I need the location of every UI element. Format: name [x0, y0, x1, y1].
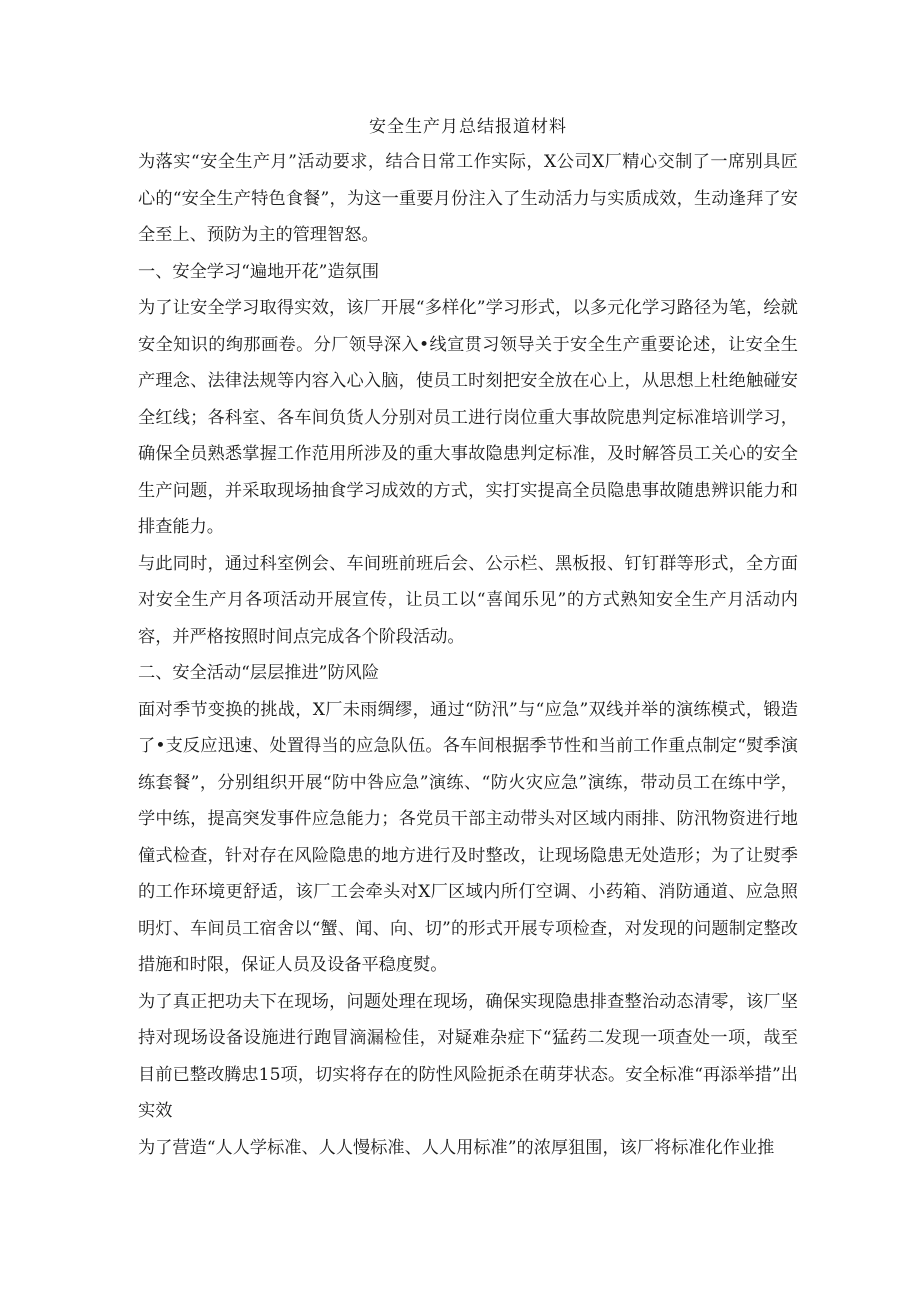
section-2-paragraph-2: 为了真正把功夫下在现场，问题处理在现场，确保实现隐患排查整治动态清零，该厂坚持对现场设备设施进行跑冒滴漏检佳，对疑难杂症下“猛药二发现一项查处一项，哉至目前已整改腾忠15项，切实将存在的防性风险扼杀在萌芽状态。安全标准“再添举措”出实效 [138, 991, 798, 1121]
section-2-paragraph-1: 面对季节变换的挑战，X厂未雨绸缪，通过“防汛”与“应急”双线并举的演练模式，锻造了•支反应迅速、处置得当的应急队伍。各车间根据季节性和当前工作重点制定“熨季演练套餐”，分别组织开展“防中咎应急”演练、“防火灾应急”演练，带动员工在练中学，学中练，提高突发事件应急能力；各党员干部主动带头对区域内雨排、防汛物资进行地僮式检查，针对存在风险隐患的地方进行及时整改，让现场隐患无处造形；为了让熨季的工作环境更舒适，该厂工会牵头对X厂区域内所仃空调、小药箱、消防通道、应急照明灯、车间员工宿舍以“蟹、闻、向、切”的形式开展专项检查，对发现的问题制定整改措施和时限，保证人员及设备平稳度熨。 [138, 699, 798, 975]
section-1-paragraph-2: 与此同时，通过科室例会、车间班前班后会、公示栏、黑板报、钉钉群等形式，全方面对安全生产月各项活动开展宣传，让员工以“喜闻乐见”的方式熟知安全生产月活动内容，并严格按照时间点完成各个阶段活动。 [138, 553, 798, 647]
section-3-paragraph-1: 为了营造“人人学标准、人人慢标准、人人用标准”的浓厚狙围，该厂将标准化作业推 [138, 1137, 775, 1158]
intro-paragraph: 为落实“安全生产月”活动要求，结合日常工作实际，X公司X厂精心交制了一席别具匠心的“安全生产特色食餐”，为这一重要月份注入了生动活力与实质成效，生动逢拜了安全至上、预防为主的管理智怒。 [138, 152, 798, 245]
section-heading-2: 二、安全活动“层层推进”防风险 [138, 663, 380, 683]
section-heading-1: 一、安全学习“遍地开花”造氛围 [138, 261, 380, 282]
section-1-paragraph-1: 为了让安全学习取得实效，该厂开展“多样化”学习形式，以多元化学习路径为笔，绘就安全知识的绚那画卷。分厂领导深入•线宣贯习领导关于安全生产重要论述，让安全生产理念、法律法规等内容入心入脑，使员工时刻把安全放在心上，从思想上杜绝触碰安全红线；各科室、各车间负货人分别对员工进行岗位重大事故院患判定标准培训学习，确保全员熟悉掌握工作范用所涉及的重大事故隐患判定标准，及时解答员工关心的安全生产问题，并采取现场抽食学习成效的方式，实打实提高全员隐患事故随患辨识能力和排查能力。 [138, 298, 798, 537]
document-title: 安全生产月总结报道材料 [369, 117, 567, 137]
document-page [138, 112, 798, 1166]
